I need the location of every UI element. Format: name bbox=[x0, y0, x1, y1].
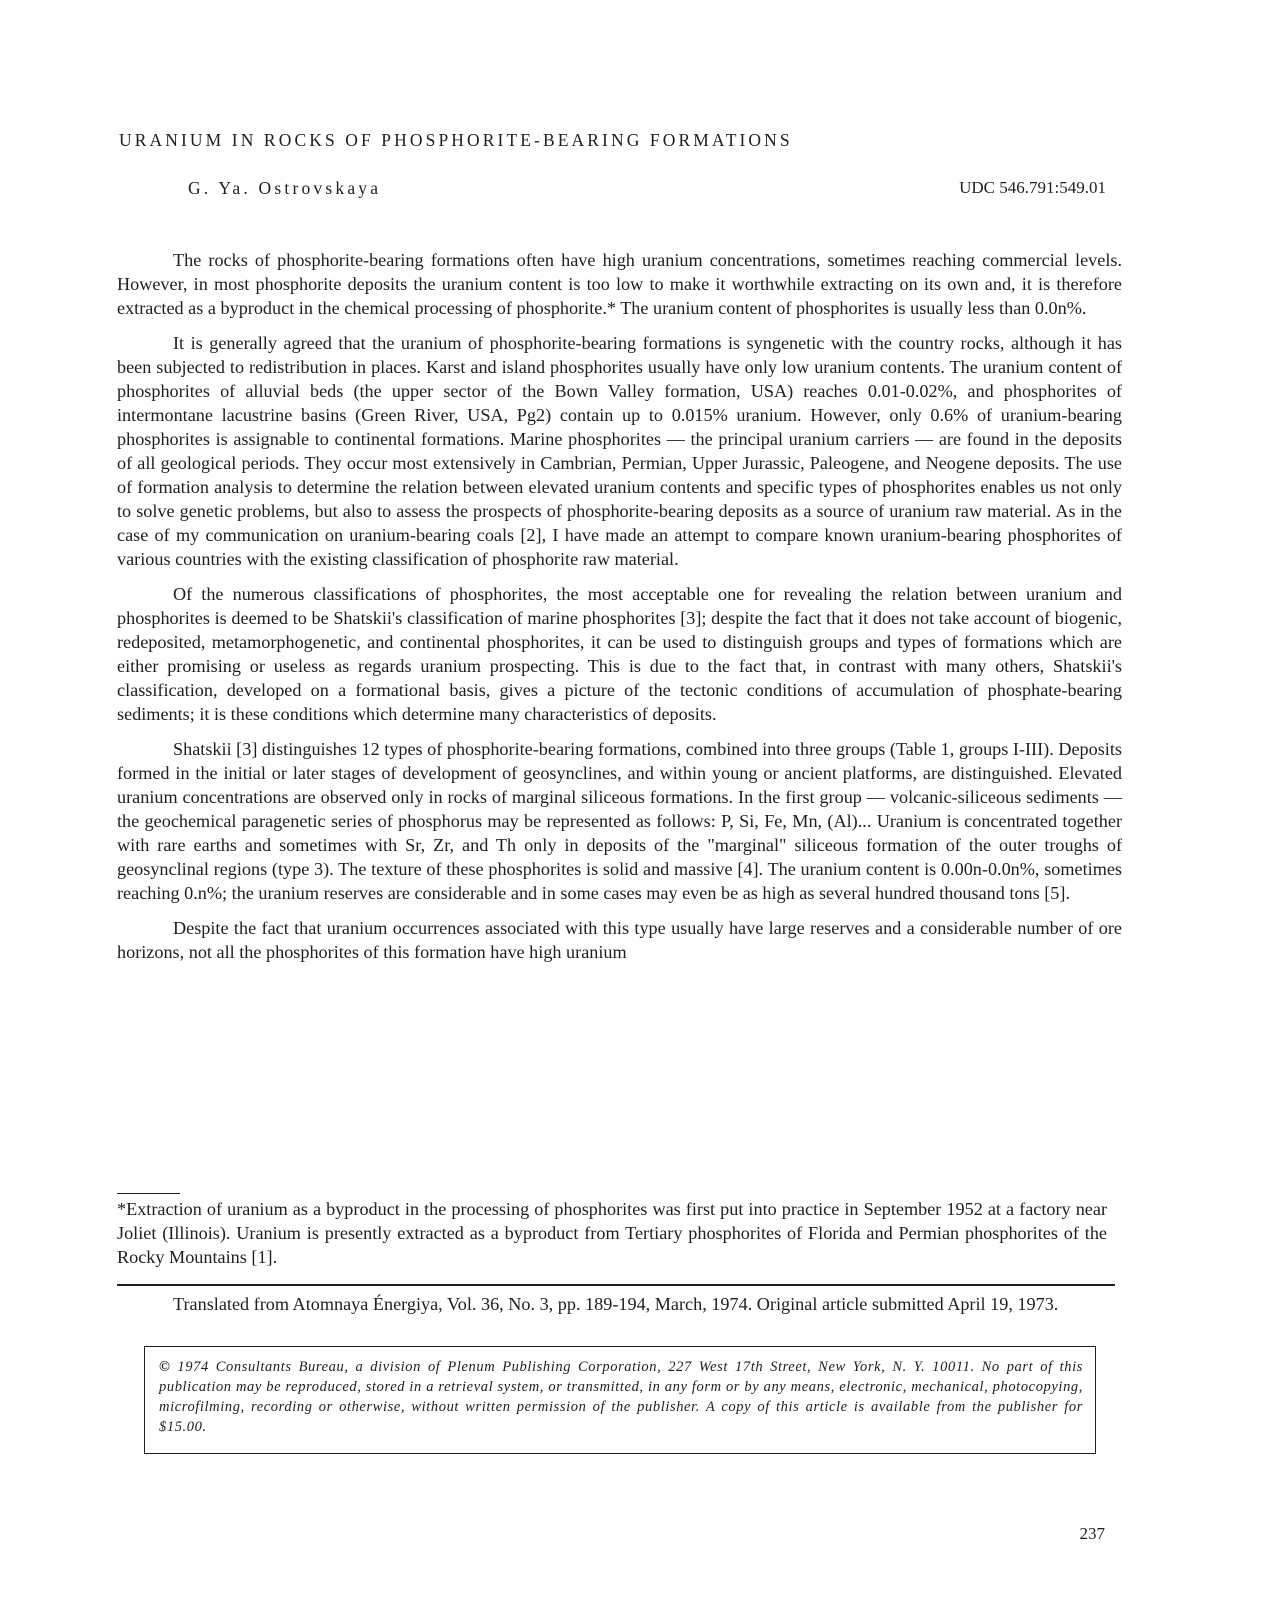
copyright-box bbox=[144, 1346, 1096, 1454]
translation-note: Translated from Atomnaya Énergiya, Vol. 36, No. 3, pp. 189-194, March, 1974. Original article submitted April 19, 1973. bbox=[173, 1294, 1059, 1314]
section-divider bbox=[117, 1284, 1115, 1286]
copyright-symbol: © bbox=[159, 1359, 171, 1375]
footnote bbox=[117, 1197, 1107, 1269]
body-paragraph-3: Of the numerous classifications of phosphorites, the most acceptable one for revealing the relation between uranium and phosphorites is deemed to be Shatskii's classification of marine phosphorites [3]; despite the fact that it does not take account of biogenic, redeposited, metamorphogenetic, and continental phosphorites, it can be used to distinguish groups and types of formations which are either promising or useless as regards uranium prospecting. This is due to the fact that, in contrast with many others, Shatskii's classification, developed on a formational basis, gives a picture of the tectonic conditions of accumulation of phosphate-bearing sediments; it is these conditions which determine many characteristics of deposits. bbox=[117, 584, 1122, 724]
page-number: 237 bbox=[1079, 1524, 1105, 1543]
body-paragraph-5: Despite the fact that uranium occurrences associated with this type usually have large reserves and a considerable number of ore horizons, not all the phosphorites of this formation have high uranium bbox=[117, 918, 1122, 962]
copyright-text: 1974 Consultants Bureau, a division of Plenum Publishing Corporation, 227 West 17th Street, New York, N. Y. 10011. No part of this publication may be reproduced, stored in a retrieval system, or transmitted, in any form or by any means, electronic, mechanical, photocopying, microfilming, recording or otherwise, without written permission of the publisher. A copy of this article is available from the publisher for $15.00. bbox=[159, 1359, 1083, 1435]
body-paragraph-2: It is generally agreed that the uranium of phosphorite-bearing formations is syngenetic with the country rocks, although it has been subjected to redistribution in places. Karst and island phosphorites usually have only low uranium contents. The uranium content of phosphorites of alluvial beds (the upper sector of the Bown Valley formation, USA) reaches 0.01-0.02%, and phosphorites of intermontane lacustrine basins (Green River, USA, Pg2) contain up to 0.015% uranium. However, only 0.6% of uranium-bearing phosphorites is assignable to continental formations. Marine phosphorites — the principal uranium carriers — are found in the deposits of all geological periods. They occur most extensively in Cambrian, Permian, Upper Jurassic, Paleogene, and Neogene deposits. The use of formation analysis to determine the relation between elevated uranium contents and specific types of phosphorites enables us not only to solve genetic problems, but also to assess the prospects of phosphorite-bearing deposits as a source of uranium raw material. As in the case of my communication on uranium-bearing coals [2], I have made an attempt to compare known uranium-bearing phosphorites of various countries with the existing classification of phosphorite raw material. bbox=[117, 333, 1122, 569]
footnote-text: *Extraction of uranium as a byproduct in the processing of phosphorites was first put into practice in September 1952 at a factory near Joliet (Illinois). Uranium is presently extracted as a byproduct from Tertiary phosphorites of Florida and Permian phosphorites of the Rocky Mountains [1]. bbox=[117, 1199, 1107, 1267]
copyright-notice bbox=[159, 1357, 1083, 1437]
footnote-divider bbox=[117, 1193, 180, 1194]
article-body bbox=[117, 248, 1122, 975]
body-paragraph-4: Shatskii [3] distinguishes 12 types of phosphorite-bearing formations, combined into three groups (Table 1, groups I-III). Deposits formed in the initial or later stages of development of geosynclines, and within young or ancient platforms, are distinguished. Elevated uranium concentrations are observed only in rocks of marginal siliceous formations. In the first group — volcanic-siliceous sediments — the geochemical paragenetic series of phosphorus may be represented as follows: P, Si, Fe, Mn, (Al)... Uranium is concentrated together with rare earths and sometimes with Sr, Zr, and Th only in deposits of the "marginal" siliceous formation of the outer troughs of geosynclinal regions (type 3). The texture of these phosphorites is solid and massive [4]. The uranium content is 0.00n-0.0n%, sometimes reaching 0.n%; the uranium reserves are considerable and in some cases may even be as high as several hundred thousand tons [5]. bbox=[117, 739, 1122, 903]
article-author: G. Ya. Ostrovskaya bbox=[188, 178, 382, 198]
article-title: URANIUM IN ROCKS OF PHOSPHORITE-BEARING FORMATIONS bbox=[119, 130, 793, 150]
udc-code: UDC 546.791:549.01 bbox=[959, 178, 1106, 197]
body-paragraph-1: The rocks of phosphorite-bearing formations often have high uranium concentrations, sometimes reaching commercial levels. However, in most phosphorite deposits the uranium content is too low to make it worthwhile extracting on its own and, it is therefore extracted as a byproduct in the chemical processing of phosphorite.* The uranium content of phosphorites is usually less than 0.0n%. bbox=[117, 250, 1122, 318]
